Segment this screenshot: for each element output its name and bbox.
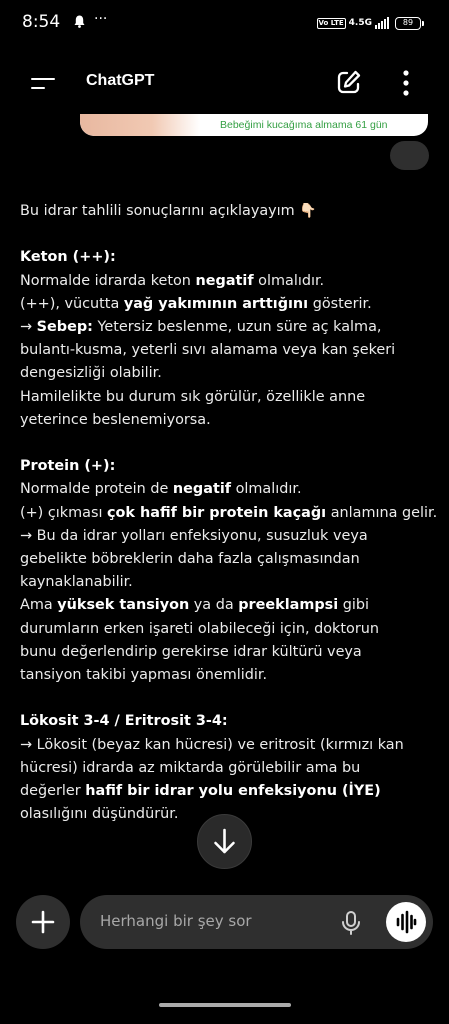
keton-line-5: dengesizliği olabilir. [20,365,162,382]
assistant-message [20,200,438,826]
protein-line-6: Ama yüksek tansiyon ya da preeklampsi gibi [20,597,370,614]
status-time: 8:54 [22,12,61,32]
app-header [0,56,449,110]
message-intro: Bu idrar tahlili sonuçlarını açıklayayım 👇🏻 [20,203,317,219]
message-input-placeholder: Herhangi bir şey sor [100,912,252,930]
lokosit-line-2: hücresi) idrarda az miktarda görülebilir ama bu [20,759,361,776]
protein-line-4: gebelikte böbreklerin daha fazla çalışmasından [20,551,360,568]
gesture-nav-handle[interactable] [159,1003,291,1007]
plus-icon [16,895,70,949]
mic-icon[interactable] [340,910,362,936]
battery-level: 89 [402,17,414,27]
attached-image-preview[interactable] [80,114,428,136]
more-vertical-icon[interactable] [396,69,416,97]
keton-line-3: → Sebep: Yetersiz beslenme, uzun süre aç kalma, [20,319,382,335]
menu-icon[interactable] [31,75,57,93]
protein-line-3: → Bu da idrar yolları enfeksiyonu, susuzluk veya [20,527,368,544]
keton-heading: Keton (++): [20,249,116,266]
protein-line-1: Normalde protein de negatif olmalıdır. [20,481,302,498]
bell-icon [74,15,85,28]
protein-line-8: bunu değerlendirip gerekirse idrar kültürü veya [20,643,362,660]
keton-line-6: Hamilelikte bu durum sık görülür, özellikle anne [20,388,366,405]
voice-waveform-icon [386,902,426,942]
status-indicators [317,15,421,31]
signal-icon [375,17,389,29]
status-bar [0,0,449,46]
lokosit-heading: Lökosit 3-4 / Eritrosit 3-4: [20,713,228,730]
keton-line-4: bulantı-kusma, yeterli sıvı alamama veya kan şekeri [20,342,396,359]
lokosit-line-3: değerler hafif bir idrar yolu enfeksiyonu (İYE) [20,783,381,800]
lokosit-line-1: → Lökosit (beyaz kan hücresi) ve eritrosit (kırmızı kan [20,736,404,753]
arrow-down-icon [197,814,252,869]
keton-line-7: yeterince beslenemiyorsa. [20,411,211,428]
scroll-to-bottom-button[interactable] [197,814,252,869]
keton-line-1: Normalde idrarda keton negatif olmalıdır. [20,272,325,289]
protein-line-5: kaynaklanabilir. [20,574,133,591]
message-input[interactable] [80,895,433,949]
attach-button[interactable] [16,895,70,949]
volte-badge: Vo LTE [318,18,344,27]
protein-line-7: durumların erken işareti olabileceği için, doktorun [20,620,379,637]
voice-mode-button[interactable] [386,902,426,942]
battery-icon [395,17,421,30]
protein-line-2: (+) çıkması çok hafif bir protein kaçağı anlamına gelir. [20,504,438,521]
network-type: 4.5G [348,17,372,28]
pointing-down-emoji: 👇🏻 [299,203,317,219]
protein-line-9: tansiyon takibi yapması önemlidir. [20,667,268,684]
image-photo-area [80,114,200,136]
protein-heading: Protein (+): [20,458,116,475]
user-message-bubble[interactable] [390,141,429,170]
lokosit-line-4: olasılığını düşündürür. [20,806,179,823]
edit-icon[interactable] [336,69,362,95]
keton-line-2: (++), vücutta yağ yakımının arttığını gösterir. [20,295,372,312]
image-caption: Bebeğimi kucağıma almama 61 gün [220,119,388,131]
status-overflow-dots: ··· [94,11,108,27]
app-title: ChatGPT [86,72,155,89]
